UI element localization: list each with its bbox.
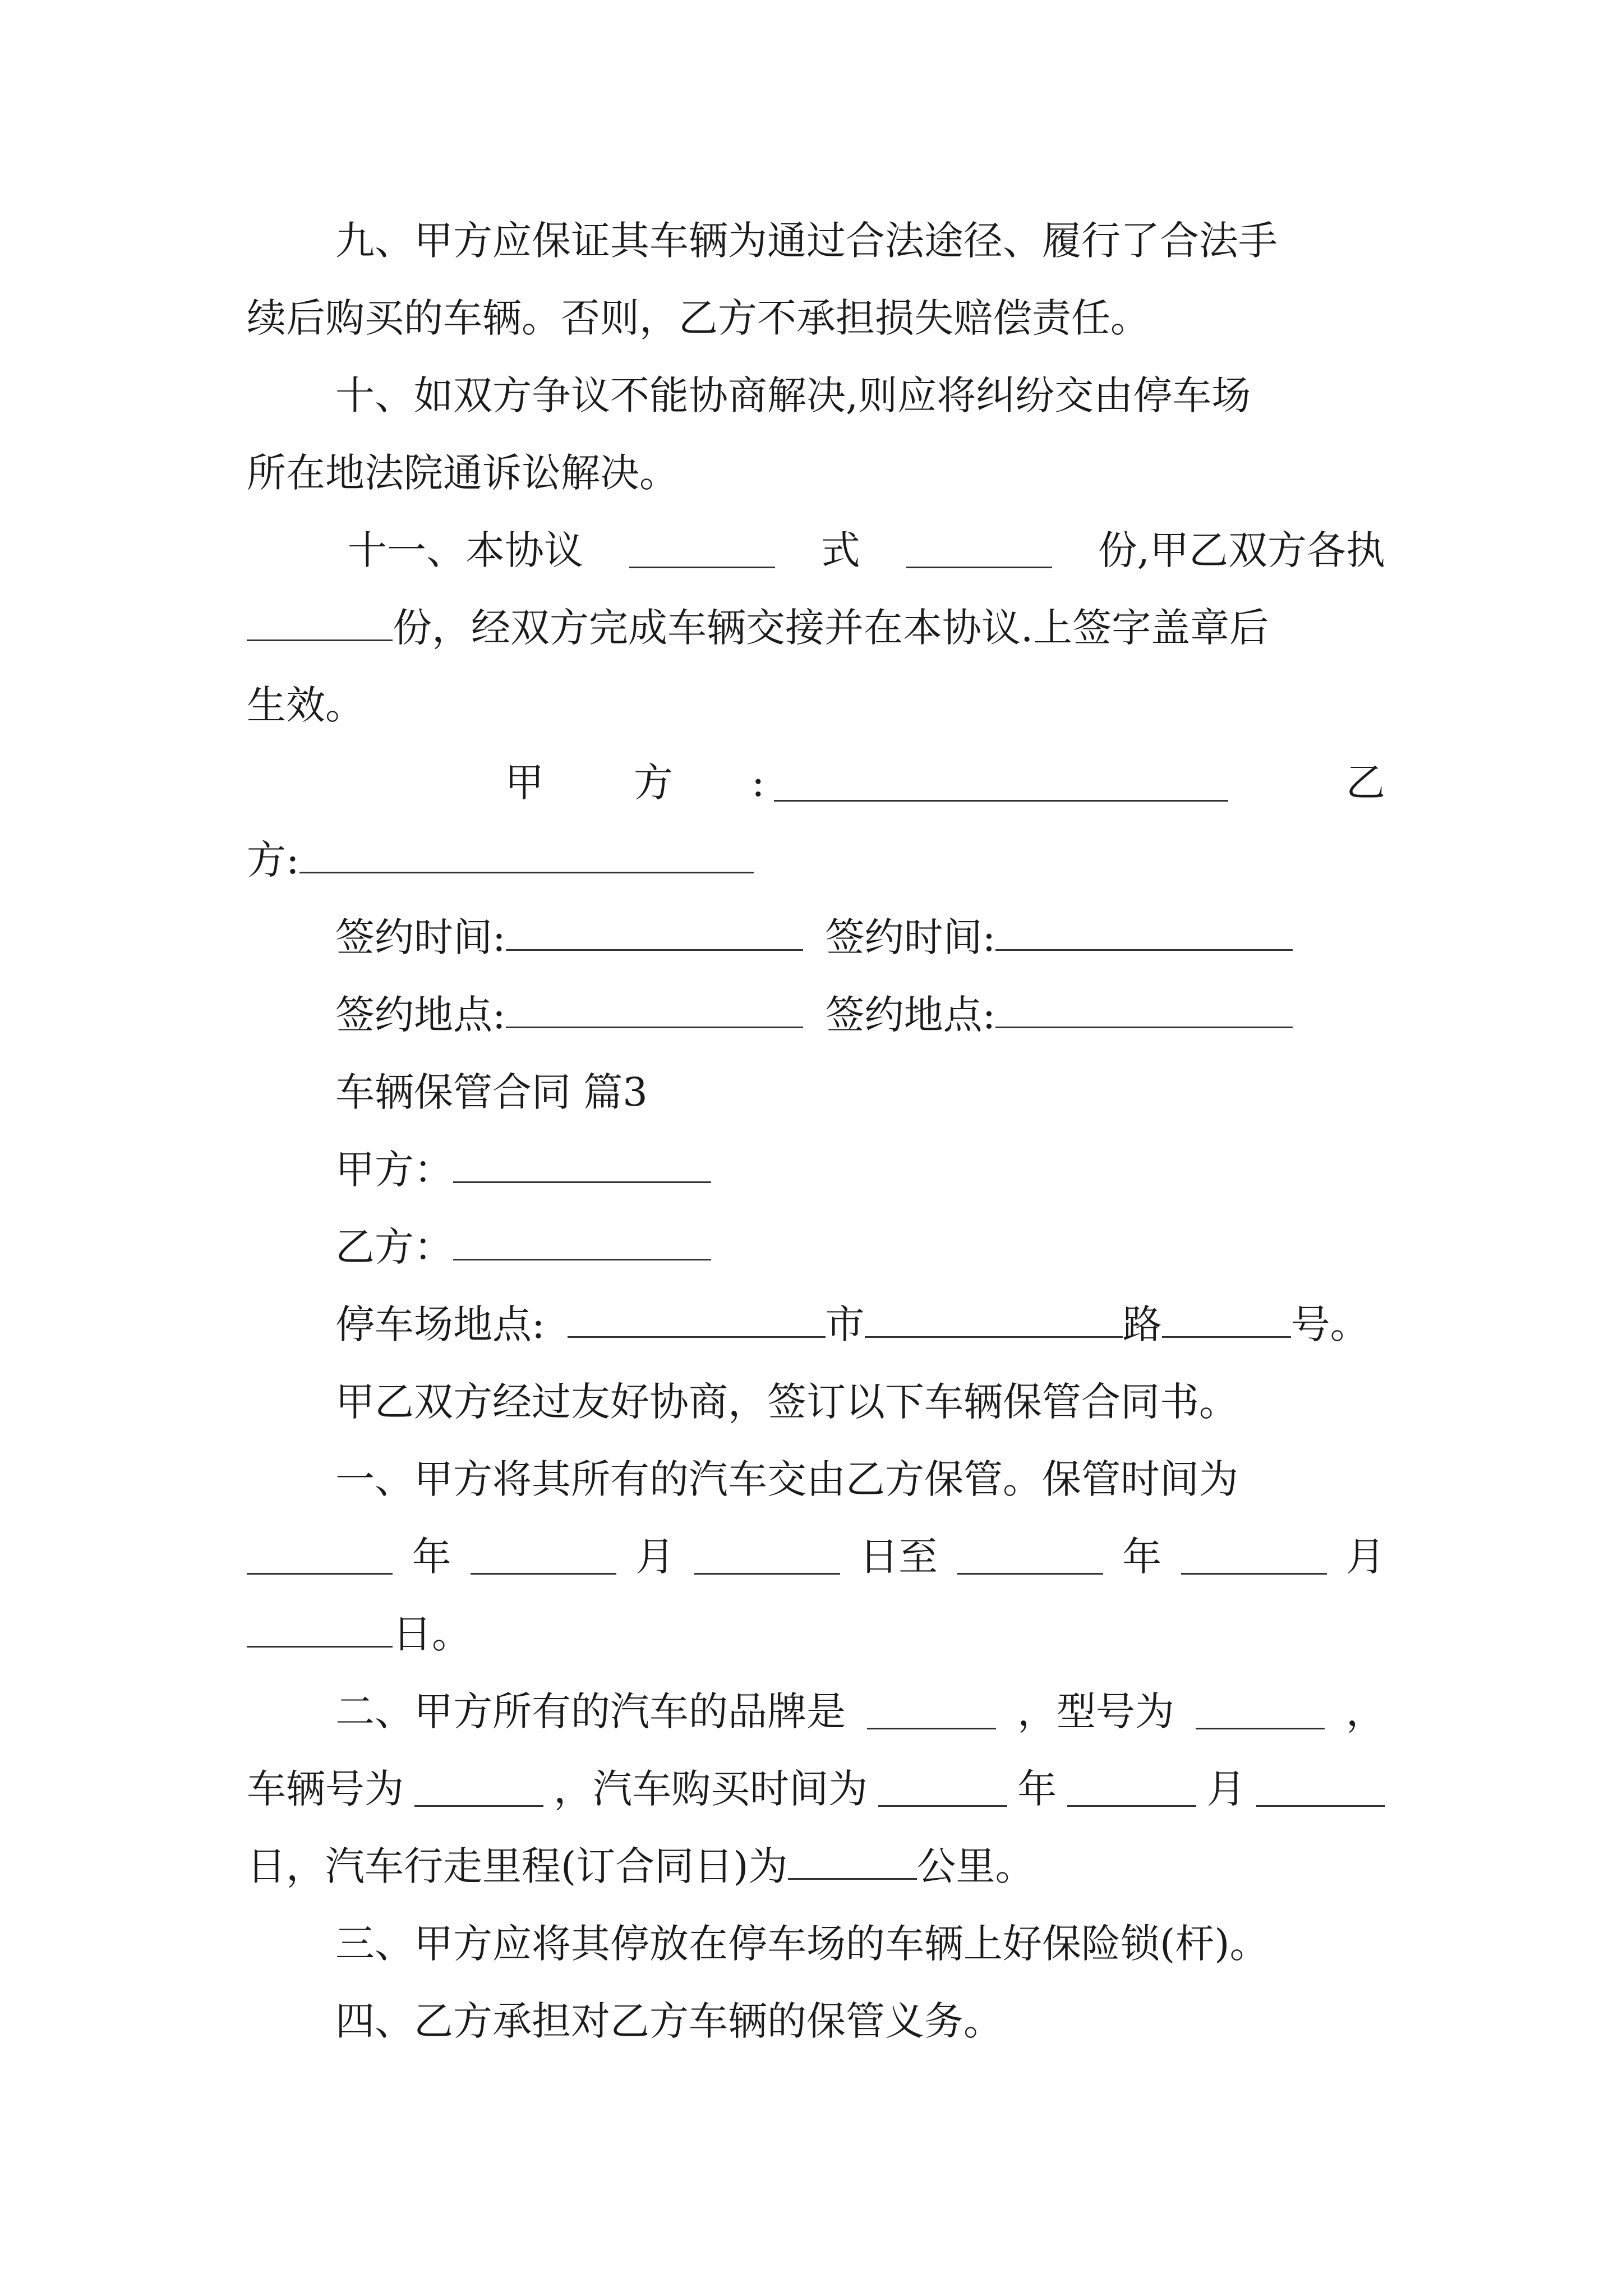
party-b-line: [247, 821, 1385, 899]
copies-count-blank[interactable]: [906, 533, 1052, 568]
party-b-signature-blank[interactable]: [299, 838, 754, 873]
article-3-line: [247, 1905, 1385, 1982]
clause-11-text-c: 份,甲乙双方各执: [1098, 527, 1385, 573]
clause-9-line-2: [247, 279, 1385, 357]
parking-location-label: 停车场地点:: [335, 1301, 545, 1347]
mileage-blank[interactable]: [788, 1844, 917, 1880]
end-day-label: 日。: [393, 1611, 471, 1657]
contract-intro-line: [247, 1363, 1385, 1441]
sign-place-line: [247, 976, 1385, 1053]
brand-blank[interactable]: [867, 1694, 996, 1729]
clause-11-line-3: [247, 666, 1385, 744]
party-a-name-blank[interactable]: [453, 1148, 711, 1183]
start-month-label: 月: [635, 1534, 675, 1580]
article-2-line-3: [247, 1828, 1385, 1905]
party-b-char-2: 方:: [247, 837, 299, 883]
contract-3-title-text: 车辆保管合同 篇3: [335, 1069, 648, 1115]
party-a-label: 甲方：: [335, 1147, 453, 1193]
end-year-label: 年: [1122, 1534, 1162, 1580]
purchase-day-blank[interactable]: [1256, 1772, 1385, 1807]
contract-3-party-b: [247, 1208, 1385, 1286]
article-2-text-f: 年: [1017, 1766, 1057, 1812]
article-4-text: 四、乙方承担对乙方车辆的保管义务。: [335, 1998, 1003, 2044]
article-2-line-2: [247, 1750, 1385, 1828]
start-day-to-label: 日至: [859, 1534, 938, 1580]
article-2-text-c: ，: [1346, 1688, 1385, 1734]
clause-9-line-1: [247, 202, 1385, 279]
end-month-label: 月: [1345, 1534, 1385, 1580]
start-year-blank[interactable]: [247, 1539, 393, 1575]
party-a-char-1: 甲: [505, 760, 544, 806]
article-1-text: 一、甲方将其所有的汽车交由乙方保管。保管时间为: [335, 1456, 1238, 1502]
clause-10-text-1: 十、如双方争议不能协商解决,则应将纠纷交由停车场: [335, 372, 1251, 418]
city-blank[interactable]: [568, 1303, 826, 1338]
party-b-time-label: 签约时间:: [825, 914, 996, 960]
article-3-text: 三、甲方应将其停放在停车场的车辆上好保险锁(杆)。: [335, 1921, 1269, 1967]
road-blank[interactable]: [865, 1303, 1123, 1338]
contract-3-party-a: [247, 1131, 1385, 1208]
party-a-place-blank[interactable]: [506, 993, 803, 1028]
number-blank[interactable]: [1162, 1303, 1291, 1338]
party-b-name-blank[interactable]: [453, 1225, 711, 1260]
plate-number-blank[interactable]: [414, 1772, 543, 1807]
start-month-blank[interactable]: [471, 1539, 616, 1575]
clause-11-text-a: 十一、本协议: [348, 527, 583, 573]
each-holds-blank[interactable]: [247, 606, 393, 641]
start-year-label: 年: [412, 1534, 451, 1580]
party-b-label: 乙方：: [335, 1224, 453, 1270]
start-day-blank[interactable]: [694, 1539, 840, 1575]
clause-11-text-e: 生效。: [247, 682, 365, 728]
party-a-colon: :: [751, 760, 765, 806]
purchase-year-blank[interactable]: [878, 1772, 1007, 1807]
party-b-place-blank[interactable]: [995, 993, 1293, 1028]
article-2-text-a: 二、甲方所有的汽车的品牌是: [335, 1688, 846, 1734]
end-month-blank[interactable]: [1181, 1539, 1327, 1575]
article-2-text-d: 车辆号为: [247, 1766, 404, 1812]
article-2-text-h: 日，汽车行走里程(订合同日)为: [247, 1843, 788, 1889]
city-suffix: 市: [825, 1301, 865, 1347]
clause-9-text-2: 续后购买的车辆。否则，乙方不承担损失赔偿责任。: [247, 295, 1150, 341]
road-suffix: 路: [1122, 1301, 1162, 1347]
article-4-line: [247, 1982, 1385, 2060]
clause-9-text-1: 九、甲方应保证其车辆为通过合法途径、履行了合法手: [335, 218, 1278, 264]
clause-11-text-b: 式: [820, 527, 860, 573]
party-b-time-blank[interactable]: [995, 915, 1293, 951]
party-b-char-1: 乙: [1346, 760, 1385, 806]
contract-intro-text: 甲乙双方经过友好协商，签订以下车辆保管合同书。: [335, 1379, 1238, 1425]
article-2-text-b: ，型号为: [1017, 1688, 1174, 1734]
parking-location-line: [247, 1286, 1385, 1363]
article-1-line-2: [247, 1518, 1385, 1595]
article-2-text-g: 月: [1206, 1766, 1246, 1812]
sign-time-line: [247, 899, 1385, 976]
clause-11-text-d: 份，经双方完成车辆交接并在本协议.上签字盖章后: [393, 605, 1269, 651]
article-2-text-i: 公里。: [916, 1843, 1035, 1889]
article-2-text-e: ，汽车购买时间为: [554, 1766, 868, 1812]
party-a-signature-blank[interactable]: [774, 766, 1228, 802]
clause-11-line-1: [247, 512, 1385, 589]
party-a-place-label: 签约地点:: [335, 992, 506, 1038]
number-suffix: 号。: [1290, 1301, 1370, 1347]
end-year-blank[interactable]: [957, 1539, 1103, 1575]
clause-10-text-2: 所在地法院通诉讼解决。: [247, 450, 679, 496]
purchase-month-blank[interactable]: [1067, 1772, 1196, 1807]
article-1-line-1: [247, 1441, 1385, 1518]
clause-11-line-2: [247, 589, 1385, 666]
clause-10-line-1: [247, 357, 1385, 434]
party-a-time-blank[interactable]: [506, 915, 803, 951]
article-1-line-3: [247, 1595, 1385, 1673]
model-blank[interactable]: [1196, 1694, 1325, 1729]
copies-blank[interactable]: [629, 533, 775, 568]
party-a-char-2: 方: [634, 760, 673, 806]
party-b-place-label: 签约地点:: [825, 992, 996, 1038]
article-2-line-1: [247, 1673, 1385, 1750]
contract-3-title: [247, 1053, 1385, 1131]
end-day-blank[interactable]: [247, 1612, 393, 1648]
party-a-time-label: 签约时间:: [335, 914, 506, 960]
document-page: [247, 202, 1385, 2060]
signature-parties-line: [247, 744, 1385, 821]
clause-10-line-2: [247, 434, 1385, 512]
